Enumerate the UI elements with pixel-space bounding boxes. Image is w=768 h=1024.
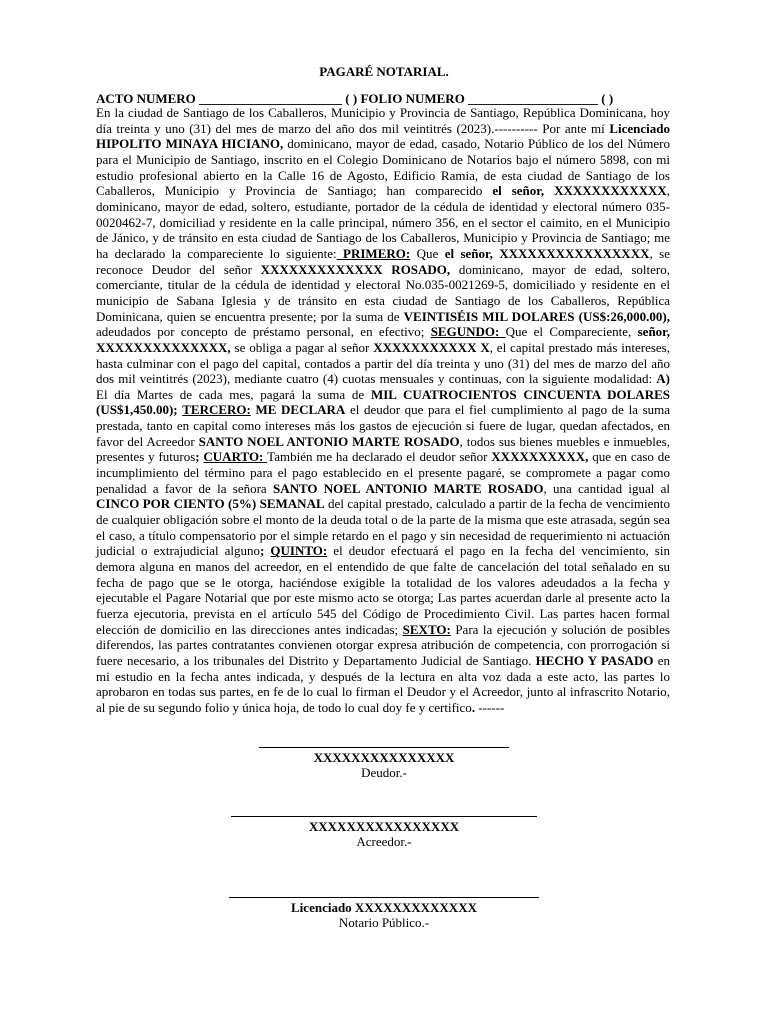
signature-block-acreedor (0, 816, 768, 849)
item-a-label: A) (656, 371, 670, 387)
hecho-y-pasado: HECHO Y PASADO (535, 652, 654, 668)
signature-name: Licenciado XXXXXXXXXXXXX (291, 900, 477, 915)
acreedor-full-name: SANTO NOEL ANTONIO MARTE ROSADO (272, 480, 544, 496)
signature-line (229, 897, 539, 898)
amount-total: VEINTISÉIS MIL DOLARES (US$:26,000.00), (403, 308, 670, 324)
document-body (96, 105, 670, 716)
text: Que (410, 245, 445, 261)
amount-cuota: MIL CUATROCIENTOS CINCUENTA DOLARES (US$1,450.00); (96, 386, 670, 418)
text: dominicano, mayor de edad, soltero, comerciante, titular de la cédula de identidad y electoral No.035-0021269-5, domiciliado y residente en el municipio de Sabana Iglesia y de tránsito en esta ciudad de Santiago de los Caballeros, República Dominicana, quien se encuentra presente; por la suma de (96, 261, 671, 324)
text: , dominicano, mayor de edad, soltero, estudiante, portador de la cédula de identidad y electoral número 035-0020462-7, domiciliad y residente en la calle principal, número 356, en el sector el caimito, en el Municipio de Jánico, y de tránsito en esta ciudad de Santiago de los Caballeros, Municipio y Provincia de Santiago; me ha declarado la compareciente lo siguiente: (96, 183, 670, 261)
compareciente-name: el señor, XXXXXXXXXXXX (492, 183, 667, 199)
acreedor-name: XXXXXXXXXXXXX ROSADO, (260, 261, 451, 277)
clause-sexto-label: SEXTO: (402, 621, 451, 637)
acto-folio-line: ACTO NUMERO ______________________ ( ) FOLIO NUMERO ____________________ ( ) (96, 91, 614, 106)
acreedor-full-name: SANTO NOEL ANTONIO MARTE ROSADO (198, 433, 460, 449)
separator: ; (260, 543, 271, 559)
signature-line (231, 816, 537, 817)
text: , se reconoce Deudor del señor (96, 245, 670, 277)
clause-tercero-label: TERCERO: (182, 402, 251, 418)
acreedor-name: XXXXXXXXXXX X (373, 339, 490, 355)
text: El día Martes de cada mes, pagará la suma de (96, 386, 371, 402)
signature-name: XXXXXXXXXXXXXXX (313, 750, 455, 765)
clause-quinto-label: QUINTO: (270, 543, 328, 559)
text: , una cantidad igual al (543, 480, 670, 496)
deudor-name: XXXXXXXXXX, (491, 449, 589, 465)
me-declara: ME DECLARA (250, 402, 346, 418)
text: adeudados por concepto de préstamo personal, en efectivo; (96, 324, 425, 340)
text: También me ha declarado el deudor señor (267, 449, 492, 465)
deudor-name: el señor, XXXXXXXXXXXXXXXX (444, 245, 650, 261)
signature-block-deudor (0, 747, 768, 780)
text: del capital prestado, calculado a partir de la fecha de vencimiento de cualquier obligación sobre el monto de la deuda total o de la parte de la misma que este atrasada, según sea el caso, a título compensatorio por el simple retardo en el pago y sin necesidad de requerimiento ni actuación judicial o extrajudicial alguno (96, 496, 670, 559)
text: en mi estudio en la fecha antes indicada, y después de la lectura en alta voz dada a este acto, las partes lo aprobaron en todas sus partes, en fe de lo cual lo firman el Deudor y el Acreedor, junto al infrascrito Notario, al pie de su segundo folio y única hoja, de todo lo cual doy fe y certifico (96, 652, 670, 715)
text: que en caso de incumplimiento del término para el pago establecido en el presente pagaré, se compromete a pagar como penalidad a favor de la señora (96, 449, 670, 496)
penalty-rate: CINCO POR CIENTO (5%) SEMANAL (96, 496, 325, 512)
text: se obliga a pagar al señor (230, 339, 374, 355)
signature-role: Notario Público.- (338, 915, 430, 930)
text: , todos sus bienes muebles e inmuebles, presentes y futuros (96, 433, 670, 465)
document-title: PAGARÉ NOTARIAL. (319, 64, 449, 79)
text: , el capital prestado más intereses, hasta culminar con el pago del capital, contados a partir del día treinta y uno (31) del mes de marzo del año dos mil veintitrés (2023), mediante cuatro (4) cuotas mensuales y continuas, con la siguiente modalidad: (96, 339, 670, 387)
separator: ; (195, 449, 204, 465)
text: Que el Compareciente, (505, 324, 638, 340)
text: En la ciudad de Santiago de los Caballeros, Municipio y Provincia de Santiago, República Dominicana, hoy día treinta y uno (31) del mes de marzo del año dos mil veintitrés (2023).---------- Por ante mí (96, 105, 670, 136)
signature-role: Acreedor.- (356, 834, 412, 849)
clause-segundo-label: SEGUNDO: (430, 324, 506, 340)
end-dot: . (471, 699, 476, 715)
text: el deudor efectuará el pago en la fecha del vencimiento, sin demora alguna en manos del acreedor, en el entendido de que falte de cancelación del total señalado en su fecha de pago que se le otorga, haciéndose exigible la totalidad de los valores adeudados a la fecha y ejecutable el Pagare Notarial que por este mismo acto se otorga; Las partes acuerdan darle al presente acto la fuerza ejecutoria, prevista en el artículo 545 del Código de Procedimiento Civil. Las partes hacen formal elección de domicilio en las direcciones antes indicadas; (96, 543, 670, 637)
signature-line (259, 747, 509, 748)
notary-name: Licenciado HIPOLITO MINAYA HICIANO, (96, 120, 670, 152)
clause-primero-label: PRIMERO: (336, 245, 411, 261)
text: Para la ejecución y solución de posibles diferendos, las partes contratantes convienen otorgar expresa atribución de competencia, con prorrogación si fuere necesario, a los tribunales del Distrito y Departamento Judicial de Santiago. (96, 621, 670, 668)
text: dominicano, mayor de edad, casado, Notario Público de los del Número para el Municipio de Santiago, inscrito en el Colegio Dominicano de Notarios bajo el número 5898, con mi estudio profesional abierto en la Calle 16 de Agosto, Edificio Ramia, de esta ciudad de Santiago de los Caballeros, Municipio y Provincia de Santiago; han comparecido (96, 136, 670, 199)
signature-block-notario (0, 897, 768, 930)
signature-role: Deudor.- (361, 765, 407, 780)
text: el deudor que para el fiel cumplimiento al pago de la suma prestada, tanto en capital como intereses más los gastos de ejecución si fuere de lugar, quedan afectados, en favor del Acreedor (96, 402, 671, 449)
end-dashes: ------ (475, 699, 505, 715)
clause-cuarto-label: CUARTO: (203, 449, 268, 465)
signature-name: XXXXXXXXXXXXXXXX (308, 819, 460, 834)
deudor-name: señor, XXXXXXXXXXXXXX, (96, 324, 671, 355)
